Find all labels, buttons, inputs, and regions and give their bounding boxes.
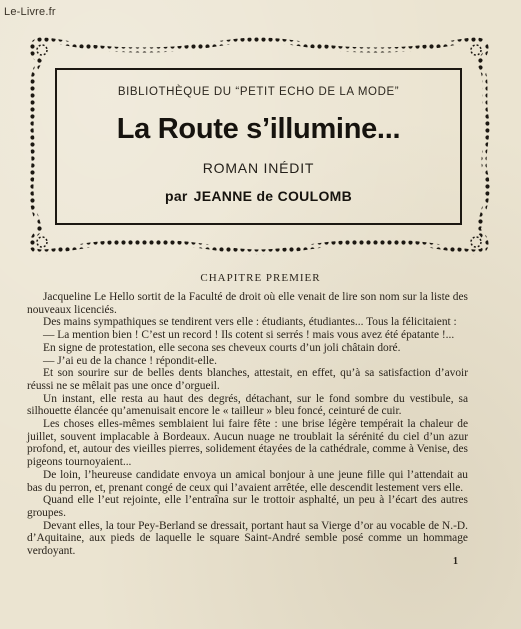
paragraph: Devant elles, la tour Pey-Berland se dressait, portant haut sa Vierge d’or au vocable de N.-D. d’Aquitaine, aux pieds de laquelle le square Saint-André semble posé comme un hommage verdoyant.	[27, 519, 468, 558]
paragraph: Des mains sympathiques se tendirent vers elle : étudiants, étudiantes... Tous la félicitaient :	[43, 316, 457, 329]
series-heading: BIBLIOTHÈQUE DU “PETIT ECHO DE LA MODE”	[117, 86, 400, 98]
paragraph: En signe de protestation, elle secona ses cheveux courts d’un joli châtain doré.	[43, 341, 401, 354]
author-line	[55, 188, 462, 204]
book-subtitle: ROMAN INÉDIT	[202, 160, 315, 176]
paragraph: — La mention bien ! C’est un record ! Ils cotent si serrés ! mais vous avez été épatante !...	[43, 329, 455, 342]
chapter-body	[27, 291, 468, 558]
page-number: 1	[453, 556, 458, 567]
chapter-heading: CHAPITRE PREMIER	[200, 272, 321, 284]
author-name: JEANNE de COULOMB	[193, 188, 353, 204]
watermark-label: Le-Livre.fr	[4, 6, 56, 18]
paragraph: Un instant, elle resta au haut des degrés, détachant, sur le fond sombre du vestibule, sa silhouette élancée qu’amenuisait encore le « tailleur » bleu foncé, ceinturé de cuir.	[27, 392, 468, 418]
paragraph: Et son sourire sur de belles dents blanches, attestait, en effet, qu’à sa satisfaction d’avoir réussi ne se mêlait pas une once d’orgueil.	[27, 367, 468, 392]
paragraph: Quand elle l’eut rejointe, elle l’entraîna sur le trottoir asphalté, un peu à l’écart des autres groupes.	[27, 494, 468, 519]
paragraph: — J’ai eu de la chance ! répondit-elle.	[43, 354, 217, 367]
paragraph: De loin, l’heureuse candidate envoya un amical bonjour à une jeune fille qui l’attendait au bas du perron, et, prenant congé de ceux qui l’avaient arrêtée, elle descendit lestement vers elle.	[27, 468, 468, 494]
book-title: La Route s’illumine...	[116, 113, 401, 145]
paragraph: Jacqueline Le Hello sortit de la Faculté de droit où elle venait de lire son nom sur la liste des nouveaux licenciés.	[27, 291, 468, 316]
paragraph: Les choses elles-mêmes semblaient lui faire fête : une brise légère tempérait la chaleur de juillet, souvent implacable à Bordeaux. Aucun nuage ne troublait la sérénité du ciel d’un azur profond, et, autour des vieilles pierres, solidement étayées de la cathédrale, comme à Venise, des pigeons tournoyaient...	[27, 418, 468, 469]
author-prefix: par	[164, 188, 188, 204]
